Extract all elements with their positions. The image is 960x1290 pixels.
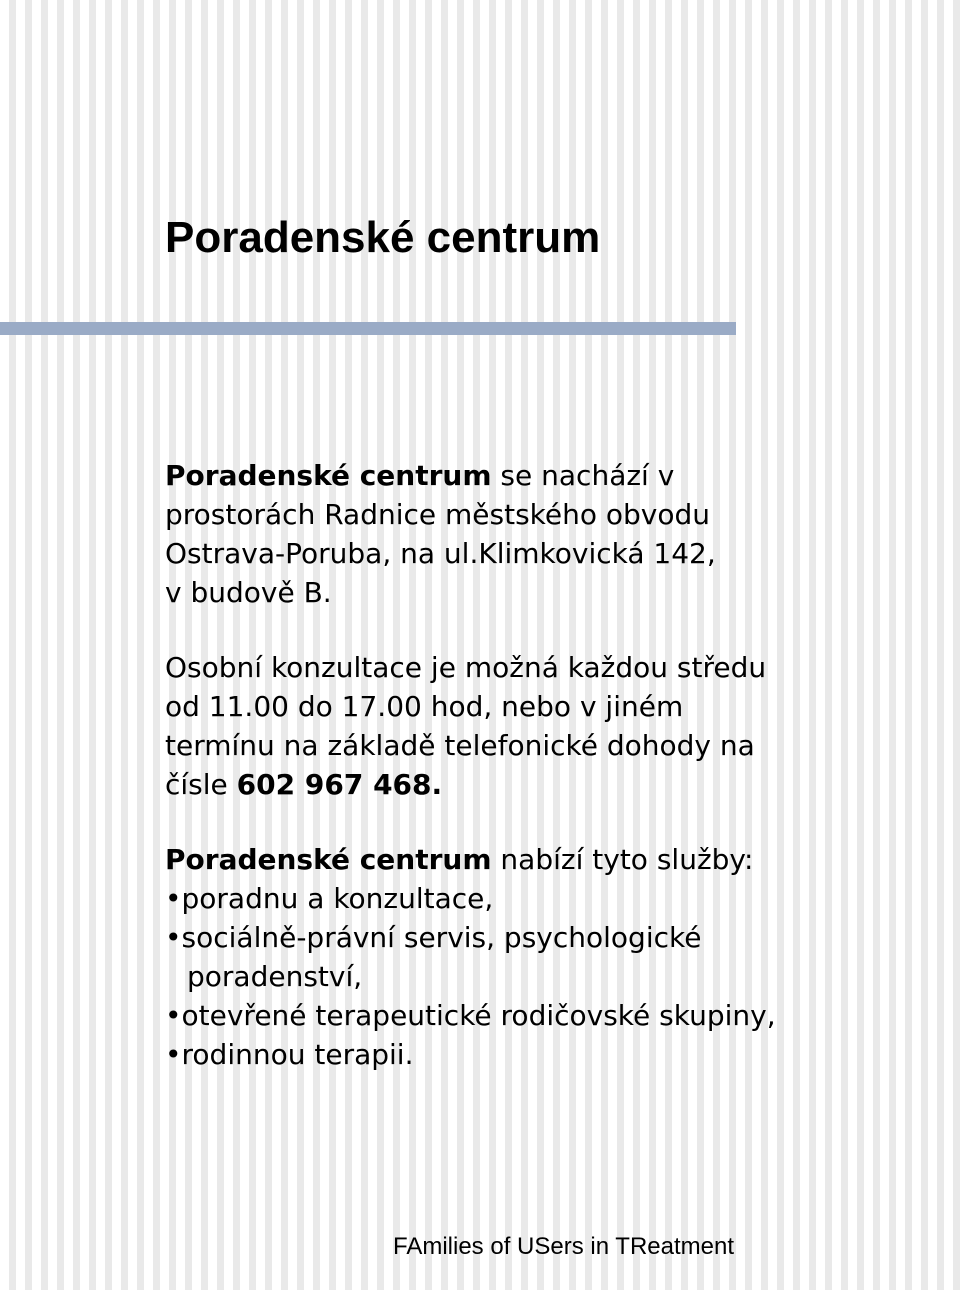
list-item-text: •sociálně-právní servis, psychologické [165, 921, 702, 954]
hours-paragraph [165, 648, 925, 804]
slide-content [165, 456, 925, 1074]
hours-line-1: Osobní konzultace je možná každou středu [165, 651, 767, 684]
hours-line-4 [165, 765, 925, 804]
intro-line-4: v budově B. [165, 576, 332, 609]
intro-rest: se nachází v [491, 459, 675, 492]
intro-line-1 [165, 456, 925, 495]
intro-strong: Poradenské centrum [165, 459, 492, 492]
intro-line-2: prostorách Radnice městského obvodu [165, 498, 711, 531]
hours-line-3: termínu na základě telefonické dohody na [165, 729, 755, 762]
list-item-text: •rodinnou terapii. [165, 1038, 414, 1071]
title-divider [0, 322, 736, 335]
list-item [165, 879, 925, 918]
list-item [165, 996, 925, 1035]
services-list [165, 879, 925, 1074]
services-section [165, 840, 925, 1074]
list-item [165, 1035, 925, 1074]
services-strong: Poradenské centrum [165, 843, 492, 876]
intro-line-3: Ostrava-Poruba, na ul.Klimkovická 142, [165, 537, 716, 570]
footer-text: FAmilies of USers in TReatment [393, 1233, 735, 1260]
hours-line-4-prefix: čísle [165, 768, 237, 801]
slide-title: Poradenské centrum [165, 213, 601, 262]
list-item-text: •otevřené terapeutické rodičovské skupiny, [165, 999, 776, 1032]
phone-number: 602 967 468. [236, 768, 443, 801]
intro-paragraph [165, 456, 925, 612]
services-rest: nabízí tyto služby: [491, 843, 754, 876]
hours-line-2: od 11.00 do 17.00 hod, nebo v jiném [165, 690, 684, 723]
list-item-text: •poradnu a konzultace, [165, 882, 494, 915]
list-item-continuation: poradenství, [187, 960, 363, 993]
services-heading [165, 840, 925, 879]
list-item [165, 918, 925, 996]
